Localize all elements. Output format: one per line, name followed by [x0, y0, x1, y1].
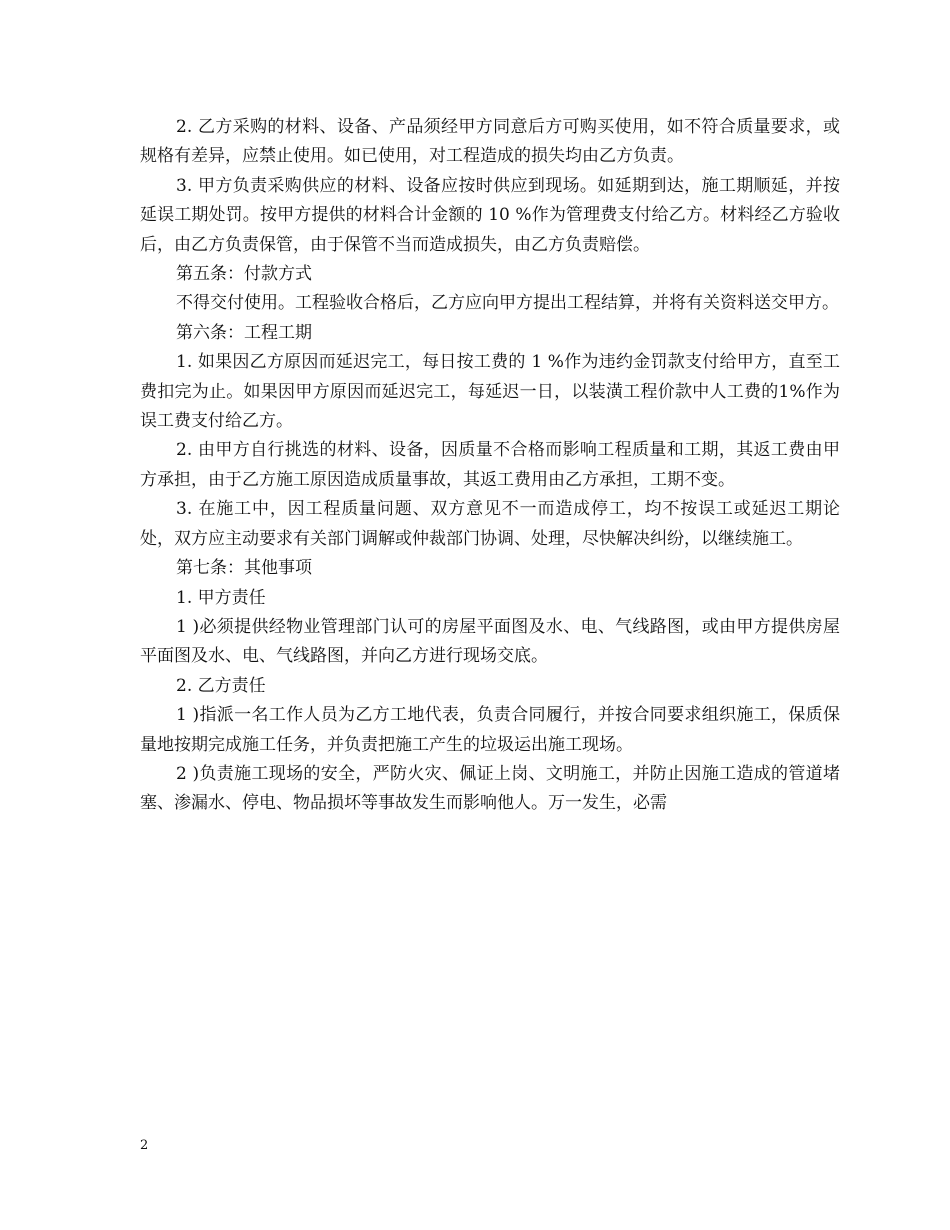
paragraph-party-b-duty-1: 1 )指派一名工作人员为乙方工地代表，负责合同履行，并按合同要求组织施工，保质保量地按期完成施工任务，并负责把施工产生的垃圾运出施工现场。 — [140, 705, 840, 755]
subheading-party-a: 1. 甲方责任 — [176, 587, 266, 608]
paragraph-material-supply: 3. 甲方负责采购供应的材料、设备应按时供应到现场。如延期到达，施工期顺延，并按延误工期处罚。按甲方提供的材料合计金额的 10 %作为管理费支付给乙方。材料经乙方验收后，由乙方负责保管，由于保管不当而造成损失，由乙方负责赔偿。 — [140, 175, 840, 255]
paragraph-delay-penalty: 1. 如果因乙方原因而延迟完工，每日按工费的 1 %作为违约金罚款支付给甲方，直至工费扣完为止。如果因甲方原因而延迟完工，每延迟一日，以装潢工程价款中人工费的1%作为误工费支付给乙方。 — [140, 352, 840, 432]
section-heading-other: 第七条：其他事项 — [176, 558, 312, 579]
subheading-party-b: 2. 乙方责任 — [176, 675, 266, 696]
document-body — [140, 113, 840, 819]
section-heading-payment: 第五条：付款方式 — [176, 264, 312, 285]
paragraph-work-stoppage: 3. 在施工中，因工程质量问题、双方意见不一而造成停工，均不按误工或延迟工期论处，双方应主动要求有关部门调解或仲裁部门协调、处理，尽快解决纠纷，以继续施工。 — [140, 499, 840, 549]
paragraph-material-approval: 2. 乙方采购的材料、设备、产品须经甲方同意后方可购买使用，如不符合质量要求，或规格有差异，应禁止使用。如已使用，对工程造成的损失均由乙方负责。 — [140, 117, 840, 167]
section-heading-schedule: 第六条：工程工期 — [176, 322, 312, 343]
page-number: 2 — [140, 1138, 149, 1153]
paragraph-party-a-duty: 1 )必须提供经物业管理部门认可的房屋平面图及水、电、气线路图，或由甲方提供房屋平面图及水、电、气线路图，并向乙方进行现场交底。 — [140, 616, 840, 667]
paragraph-rework-cost: 2. 由甲方自行挑选的材料、设备，因质量不合格而影响工程质量和工期，其返工费由甲方承担，由于乙方施工原因造成质量事故，其返工费用由乙方承担，工期不变。 — [140, 440, 840, 490]
paragraph-payment: 不得交付使用。工程验收合格后，乙方应向甲方提出工程结算，并将有关资料送交甲方。 — [176, 293, 839, 314]
paragraph-party-b-duty-2: 2 )负责施工现场的安全，严防火灾、佩证上岗、文明施工，并防止因施工造成的管道堵塞、渗漏水、停电、物品损坏等事故发生而影响他人。万一发生，必需 — [140, 763, 840, 814]
